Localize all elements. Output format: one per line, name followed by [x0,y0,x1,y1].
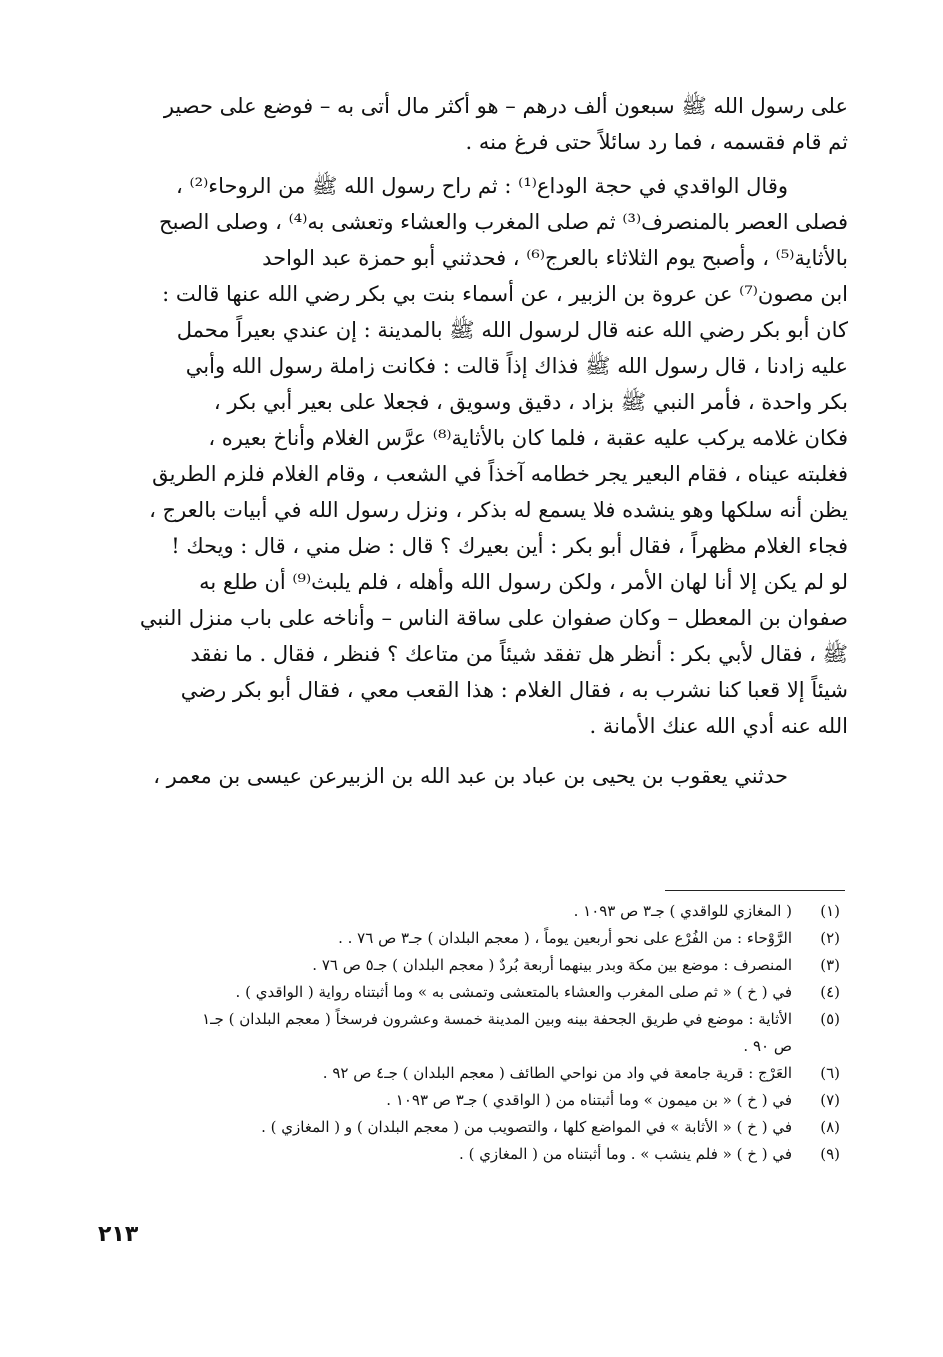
footnote-number: (٢) [820,929,840,947]
text-line: فجاء الغلام مظهراً ، فقال أبو بكر : أين بعيرك ؟ قال : ضل مني ، قال : ويحك ! [171,534,848,558]
text-line: فغلبته عيناه ، فقام البعير يجر خطامه آخذاً في الشعب ، وقام الغلام فلزم الطريق [152,462,848,486]
text-line: ابن مصون⁽⁷⁾ عن عروة بن الزبير ، عن أسماء بنت بي بكر رضي الله عنها قالت : [162,282,848,306]
text-line: كان أبو بكر رضي الله عنه قال لرسول الله ﷺ بالمدينة : إن عندي بعيراً محمل [176,318,848,342]
footnote-text: في ( خ ) « ثم صلى المغرب والعشاء بالمتعشى وتمشى به » وما أثبتناه رواية ( الواقدي ) . [235,983,792,1001]
footnote [150,1087,840,1114]
main-text [98,88,848,794]
text-line: وقال الواقدي في حجة الوداع⁽¹⁾ : ثم راح رسول الله ﷺ من الروحاء⁽²⁾ ، [176,174,788,198]
text-line: صفوان بن المعطل – وكان صفوان على ساقة الناس – وأناخه على باب منزل النبي [139,606,848,630]
text-line: حدثني يعقوب بن يحيى بن عباد بن عبد الله بن الزبيرعن عيسى بن معمر ، [153,764,788,788]
footnote-text: في ( خ ) « الأثابة » في المواضع كلها ، والتصويب من ( معجم البلدان ) و ( المغازي ) . [261,1118,792,1136]
footnote [150,952,840,979]
text-line: بالأثاية⁽⁵⁾ ، وأصبح يوم الثلاثاء بالعرج⁽⁶⁾ ، فحدثني أبو حمزة عبد الواحد [262,246,848,270]
text-line: ﷺ ، فقال لأبي بكر : أنظر هل تفقد شيئاً من متاعك ؟ فنظر ، فقال . ما نفقد [190,642,848,666]
text-line: فكان غلامه يركب عليه عقبة ، فلما كان بالأثاية⁽⁸⁾ عرَّس الغلام وأناخ بعيره ، [208,426,848,450]
footnote-number: (١) [820,902,840,920]
text-line: لو لم يكن إلا أنا لهان الأمر ، ولكن رسول الله وأهله ، فلم يلبث⁽⁹⁾ أن طلع به [199,570,848,594]
footnote-number: (٣) [820,956,840,974]
footnote-text: الرَّوْحاء : من الفُرْع على نحو أربعين يوماً ، ( معجم البلدان ) جـ٣ ص ٧٦ . . [338,929,792,947]
footnote [150,1006,840,1033]
text-line: على رسول الله ﷺ سبعون ألف درهم – هو أكثر مال أتى به – فوضع على حصير [163,94,848,118]
footnote-text: في ( خ ) « فلم ينشب » . وما أثبتناه من ( المغازي ) . [459,1145,792,1163]
footnote-number: (٦) [820,1064,840,1082]
footnote-continuation: ص ٩٠ . [743,1037,792,1055]
text-line: فصلى العصر بالمنصرف⁽³⁾ ثم صلى المغرب والعشاء وتعشى به⁽⁴⁾ ، وصلى الصبح [159,210,848,234]
text-line: عليه زادنا ، قال رسول الله ﷺ فذاك إذاً قالت : فكانت زاملة رسول الله وأبي [185,354,848,378]
footnote [150,1060,840,1087]
footnote [150,1114,840,1141]
footnote-text: في ( خ ) « بن ميمون » وما أثبتناه من ( الواقدي ) جـ٣ ص ١٠٩٣ . [386,1091,792,1109]
footnote-text: الأثاية : موضع في طريق الجحفة بينه وبين المدينة خمسة وعشرون فرسخاً ( معجم البلدان ) جـ١ [202,1010,792,1028]
footnote [150,925,840,952]
footnote [150,979,840,1006]
footnote-number: (٩) [820,1145,840,1163]
footnotes [150,898,840,1168]
footnote [150,898,840,925]
footnote-number: (٤) [820,983,840,1001]
footnote-number: (٨) [820,1118,840,1136]
text-line: يظن أنه سلكها وهو ينشده فلا يسمع له بذكر ، ونزل رسول الله في أبيات بالعرج ، [149,498,848,522]
footnote-text: ( المغازي للواقدي ) جـ٣ ص ١٠٩٣ . [573,902,792,920]
footnote-number: (٧) [820,1091,840,1109]
footnote [150,1141,840,1168]
footnote-divider [665,890,845,891]
footnote-text: العَرْج : قرية جامعة في واد من نواحي الطائف ( معجم البلدان ) جـ٤ ص ٩٢ . [322,1064,792,1082]
text-line: الله عنه أدي الله عنك الأمانة . [589,714,848,738]
footnote-text: المنصرف : موضع بين مكة وبدر بينهما أربعة بُردٌ ( معجم البلدان ) جـ٥ ص ٧٦ . [312,956,792,974]
footnote-number: (٥) [820,1010,840,1028]
text-line: بكر واحدة ، فأمر النبي ﷺ بزاد ، دقيق وسويق ، فجعلا على بعير أبي بكر ، [213,390,848,414]
text-line: شيئاً إلا قعبا كنا نشرب به ، فقال الغلام : هذا القعب معي ، فقال أبو بكر رضي [180,678,848,702]
text-line: ثم قام فقسمه ، فما رد سائلاً حتى فرغ منه . [465,130,848,154]
page-number: ٢١٣ [98,1222,139,1247]
